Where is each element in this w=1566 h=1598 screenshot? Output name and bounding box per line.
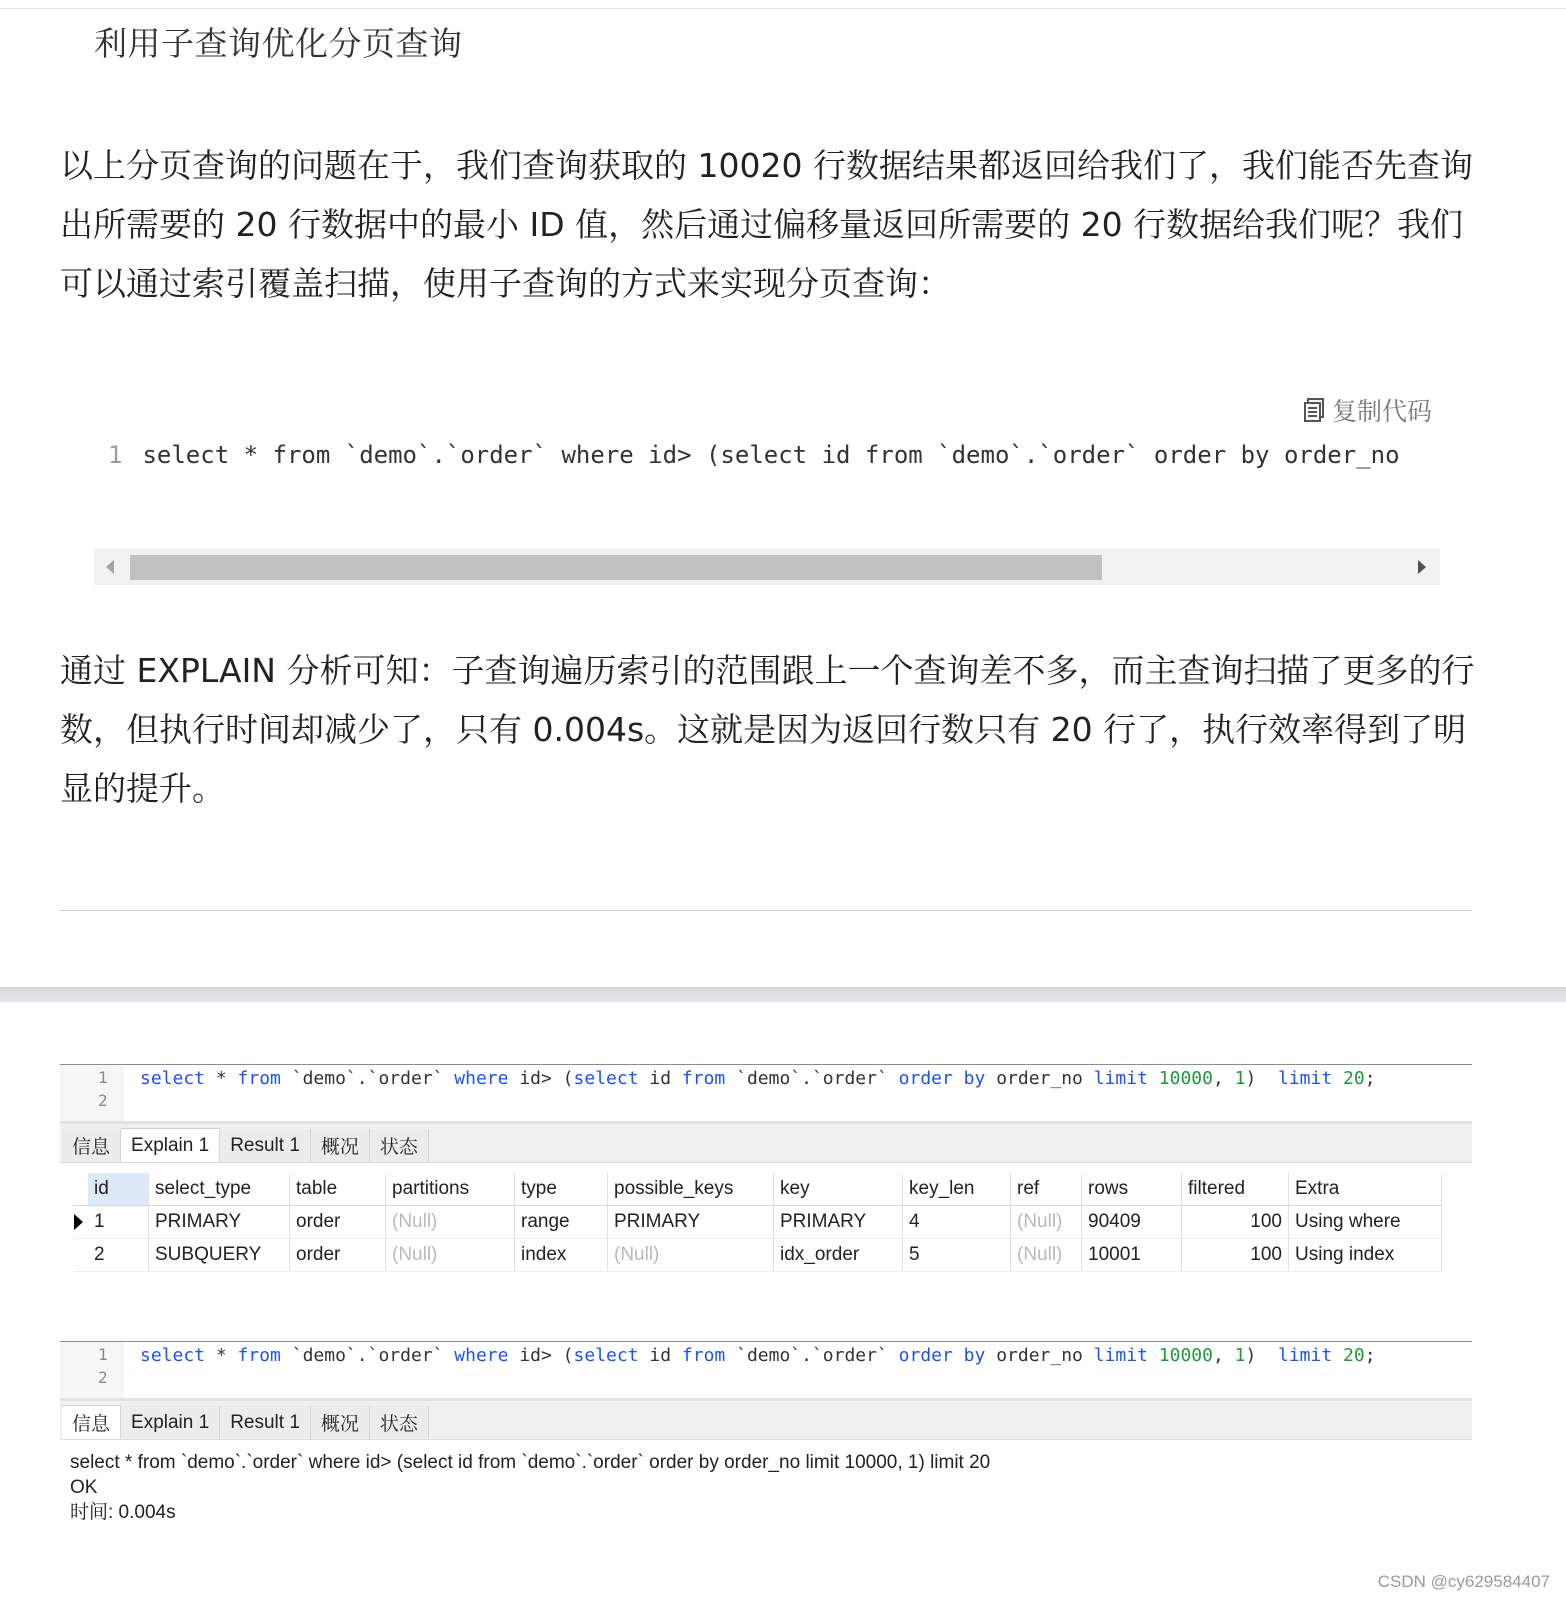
cell-filtered[interactable]: 100 (1182, 1239, 1289, 1272)
cell-type[interactable]: range (515, 1206, 608, 1239)
editor-line-number: 1 (98, 1068, 108, 1087)
csdn-watermark: CSDN @cy629584407 (1377, 1572, 1550, 1591)
table-row[interactable] (74, 1239, 1442, 1272)
copy-code-label: 复制代码 (1332, 397, 1433, 426)
scroll-left-arrow-icon[interactable] (106, 560, 114, 574)
scrollbar-thumb[interactable] (130, 555, 1102, 580)
tab-explain-1[interactable]: Explain 1 (121, 1406, 220, 1439)
cell-table[interactable]: order (290, 1239, 386, 1272)
cell-type[interactable]: index (515, 1239, 608, 1272)
sql-statement: select * from `demo`.`order` where id> (select id from `demo`.`order` order by order_no limit 10000, 1) limit 20; (140, 1068, 1376, 1089)
cell-key[interactable]: idx_order (774, 1239, 903, 1272)
cell-id[interactable]: 2 (88, 1239, 149, 1272)
current-row-marker-icon (74, 1214, 83, 1230)
tab-info[interactable]: 信息 (62, 1405, 121, 1439)
editor-gutter (60, 1342, 124, 1398)
column-header[interactable]: Extra (1289, 1173, 1442, 1206)
editor-line-number: 2 (98, 1091, 108, 1110)
info-time-line: 时间: 0.004s (70, 1502, 176, 1523)
sql-statement: select * from `demo`.`order` where id> (select id from `demo`.`order` order by order_no limit 10000, 1) limit 20; (140, 1345, 1376, 1366)
column-header[interactable]: select_type (149, 1173, 290, 1206)
result-tabbar (60, 1398, 1472, 1440)
tab-result-1[interactable]: Result 1 (220, 1129, 311, 1162)
column-header[interactable]: key_len (903, 1173, 1011, 1206)
column-header[interactable]: type (515, 1173, 608, 1206)
tab-explain-1[interactable]: Explain 1 (121, 1128, 220, 1162)
section-heading: 利用子查询优化分页查询 (94, 24, 463, 63)
tab-overview[interactable]: 概况 (311, 1129, 370, 1162)
cell-key[interactable]: PRIMARY (774, 1206, 903, 1239)
cell-ref[interactable]: (Null) (1011, 1239, 1082, 1272)
cell-table[interactable]: order (290, 1206, 386, 1239)
code-horizontal-scrollbar[interactable] (94, 549, 1440, 585)
paragraph-intro: 以上分页查询的问题在于，我们查询获取的 10020 行数据结果都返回给我们了，我们能否先查询出所需要的 20 行数据中的最小 ID 值，然后通过偏移量返回所需要的 20 行数据给我们呢？我们可以通过索引覆盖扫描，使用子查询的方式来实现分页查询： (60, 146, 1473, 303)
copy-icon (1304, 398, 1326, 422)
cell-key-len[interactable]: 5 (903, 1239, 1011, 1272)
editor-gutter (60, 1065, 124, 1121)
sql-editor[interactable] (60, 1064, 1472, 1121)
info-output (60, 1440, 1472, 1525)
column-header[interactable]: filtered (1182, 1173, 1289, 1206)
tab-overview[interactable]: 概况 (311, 1406, 370, 1439)
cell-partitions[interactable]: (Null) (386, 1206, 515, 1239)
navicat-info-panel (60, 1341, 1472, 1525)
tab-info[interactable]: 信息 (62, 1129, 121, 1162)
cell-select-type[interactable]: PRIMARY (149, 1206, 290, 1239)
explain-grid (74, 1173, 1442, 1272)
column-header[interactable]: ref (1011, 1173, 1082, 1206)
cell-id[interactable]: 1 (88, 1206, 149, 1239)
info-status-line: OK (70, 1477, 98, 1498)
scroll-right-arrow-icon[interactable] (1418, 560, 1426, 574)
code-text: select * from `demo`.`order` where id> (select id from `demo`.`order` order by order_no (142, 441, 1400, 469)
cell-select-type[interactable]: SUBQUERY (149, 1239, 290, 1272)
info-sql-line: select * from `demo`.`order` where id> (select id from `demo`.`order` order by order_no limit 10000, 1) limit 20 (70, 1452, 991, 1473)
cell-possible-keys[interactable]: PRIMARY (608, 1206, 774, 1239)
cell-extra[interactable]: Using index (1289, 1239, 1442, 1272)
cell-partitions[interactable]: (Null) (386, 1239, 515, 1272)
sql-editor[interactable] (60, 1341, 1472, 1398)
navicat-explain-panel (60, 1064, 1472, 1272)
cell-rows[interactable]: 90409 (1082, 1206, 1182, 1239)
tab-status[interactable]: 状态 (370, 1129, 429, 1162)
cell-ref[interactable]: (Null) (1011, 1206, 1082, 1239)
tab-result-1[interactable]: Result 1 (220, 1406, 311, 1439)
code-line-1 (108, 441, 1400, 469)
cell-possible-keys[interactable]: (Null) (608, 1239, 774, 1272)
code-line-number: 1 (108, 441, 123, 469)
paragraph-analysis: 通过 EXPLAIN 分析可知：子查询遍历索引的范围跟上一个查询差不多，而主查询扫描了更多的行数，但执行时间却减少了，只有 0.004s。这就是因为返回行数只有 20 行了，执行效率得到了明显的提升。 (60, 651, 1475, 808)
result-tabbar (60, 1121, 1472, 1163)
column-header[interactable]: id (88, 1173, 149, 1206)
editor-line-number: 1 (98, 1345, 108, 1364)
table-row[interactable] (74, 1206, 1442, 1239)
cell-key-len[interactable]: 4 (903, 1206, 1011, 1239)
editor-line-number: 2 (98, 1368, 108, 1387)
explain-header-row (74, 1173, 1442, 1206)
column-header[interactable]: possible_keys (608, 1173, 774, 1206)
column-header[interactable]: rows (1082, 1173, 1182, 1206)
tab-status[interactable]: 状态 (370, 1406, 429, 1439)
column-header[interactable]: key (774, 1173, 903, 1206)
column-header[interactable]: table (290, 1173, 386, 1206)
screenshot-separator (0, 987, 1566, 1002)
cell-filtered[interactable]: 100 (1182, 1206, 1289, 1239)
column-header[interactable]: partitions (386, 1173, 515, 1206)
content-divider (60, 910, 1472, 911)
copy-code-button[interactable] (1304, 392, 1432, 428)
cell-extra[interactable]: Using where (1289, 1206, 1442, 1239)
cell-rows[interactable]: 10001 (1082, 1239, 1182, 1272)
top-divider (0, 8, 1566, 9)
